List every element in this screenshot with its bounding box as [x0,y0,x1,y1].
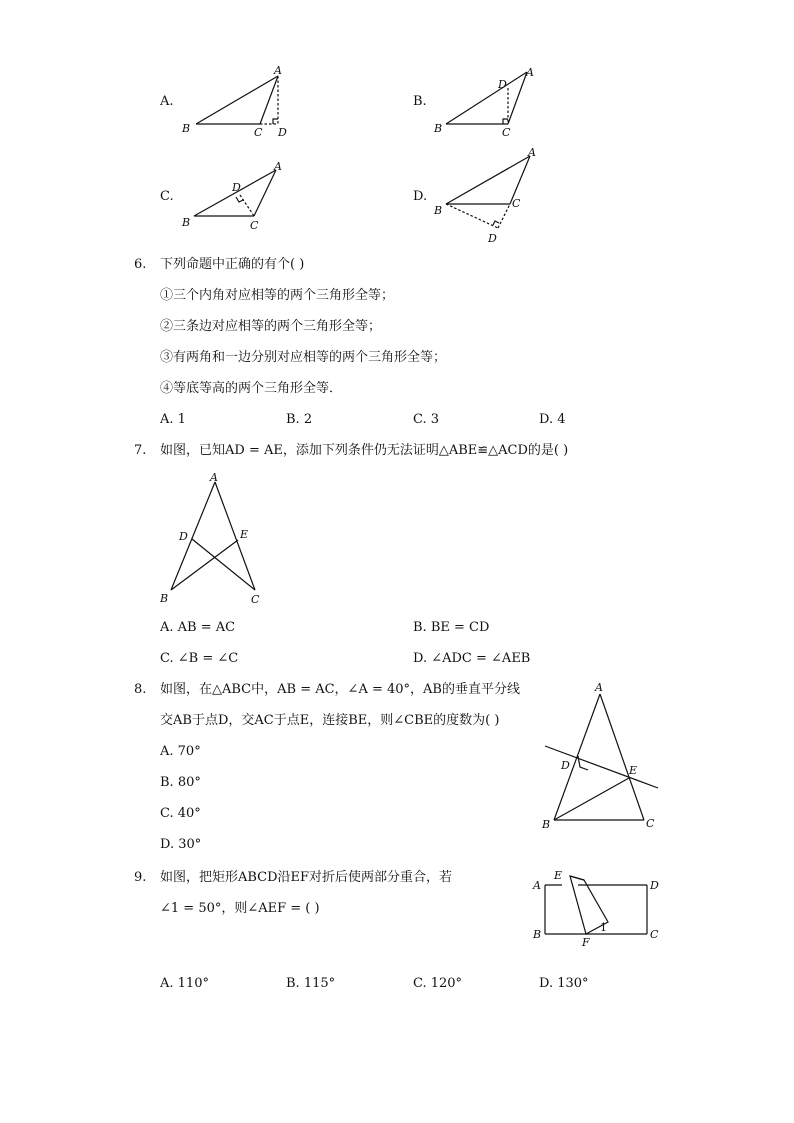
q8-number: 8. [134,682,147,697]
q5-figure-d [430,144,560,248]
q8-option-a: A. 70° [160,744,201,759]
q5-figure-a [180,62,300,140]
q7-fig-label-b: B [160,592,169,605]
q7-fig-label-a: A [210,471,218,484]
q9-stem-line2: ∠1 = 50°，则∠AEF = ( ) [160,901,320,916]
q7-option-b: B. BE = CD [413,620,490,635]
q6-stem: 下列命题中正确的有个( ) [160,257,305,272]
q9-fig-label-f: F [582,936,590,949]
fig-a-label-d: D [278,126,287,139]
q8-fig-label-e: E [629,764,638,777]
q7-fig-label-d: D [179,530,188,543]
q9-option-a: A. 110° [160,976,209,991]
q7-option-c: C. ∠B = ∠C [160,651,239,666]
q8-option-b: B. 80° [160,775,201,790]
fig-d-label-c: C [512,197,521,210]
fig-b-label-c: C [502,126,511,139]
q6-item-3: ③有两角和一边分别对应相等的两个三角形全等； [160,350,447,365]
q9-fig-label-a: A [533,879,541,892]
q5-option-b-label: B. [413,94,427,109]
q8-fig-label-b: B [542,818,551,831]
fig-b-label-b: B [434,122,443,135]
q9-fig-label-c: C [650,928,659,941]
q7-option-a: A. AB = AC [160,620,236,635]
q8-stem-line2: 交AB于点D，交AC于点E，连接BE，则∠CBE的度数为( ) [160,713,500,728]
q6-number: 6. [134,257,147,272]
q8-fig-label-a: A [595,681,603,694]
q7-stem: 如图，已知AD = AE，添加下列条件仍无法证明△ABE≌△ACD的是( ) [160,443,569,458]
q8-fig-label-d: D [561,759,570,772]
q6-option-d: D. 4 [539,412,566,427]
q5-option-d-label: D. [413,189,428,204]
q9-option-d: D. 130° [539,976,589,991]
fig-d-label-b: B [434,204,443,217]
q5-option-a-label: A. [160,94,174,109]
fig-a-label-a: A [274,64,282,77]
q9-option-c: C. 120° [413,976,463,991]
q9-number: 9. [134,870,147,885]
fig-c-label-c: C [250,219,259,232]
fig-d-label-a: A [528,146,536,159]
fig-d-label-d: D [488,232,497,245]
q8-option-c: C. 40° [160,806,201,821]
q7-figure [155,468,275,610]
q6-item-4: ④等底等高的两个三角形全等． [160,381,343,396]
q7-fig-label-c: C [251,593,260,606]
q9-stem-line1: 如图，把矩形ABCD沿EF对折后使两部分重合，若 [160,870,453,885]
q6-item-2: ②三条边对应相等的两个三角形全等； [160,319,382,334]
q8-option-d: D. 30° [160,837,202,852]
q9-fig-label-e: E [554,869,563,882]
q8-figure [532,676,666,834]
q7-option-d: D. ∠ADC = ∠AEB [413,651,531,666]
q5-figure-b [430,62,550,140]
q6-option-b: B. 2 [286,412,313,427]
q9-option-b: B. 115° [286,976,336,991]
q7-number: 7. [134,443,147,458]
q6-item-1: ①三个内角对应相等的两个三角形全等； [160,288,395,303]
q5-option-c-label: C. [160,189,174,204]
q8-fig-label-c: C [646,817,655,830]
fig-c-label-b: B [182,216,191,229]
q5-figure-c [180,156,300,236]
fig-a-label-c: C [254,126,263,139]
q9-fig-label-d: D [650,879,659,892]
q8-stem-line1: 如图，在△ABC中，AB = AC，∠A = 40°，AB的垂直平分线 [160,682,520,697]
q9-fig-label-b: B [533,928,542,941]
q9-fig-label-angle-1: 1 [600,921,607,934]
fig-c-label-d: D [232,181,241,194]
fig-b-label-a: A [526,66,534,79]
q7-fig-label-e: E [240,528,249,541]
q9-figure [530,866,665,952]
fig-a-label-b: B [182,122,191,135]
q6-option-c: C. 3 [413,412,440,427]
fig-c-label-a: A [274,160,282,173]
q6-option-a: A. 1 [160,412,186,427]
fig-b-label-d: D [498,78,507,91]
